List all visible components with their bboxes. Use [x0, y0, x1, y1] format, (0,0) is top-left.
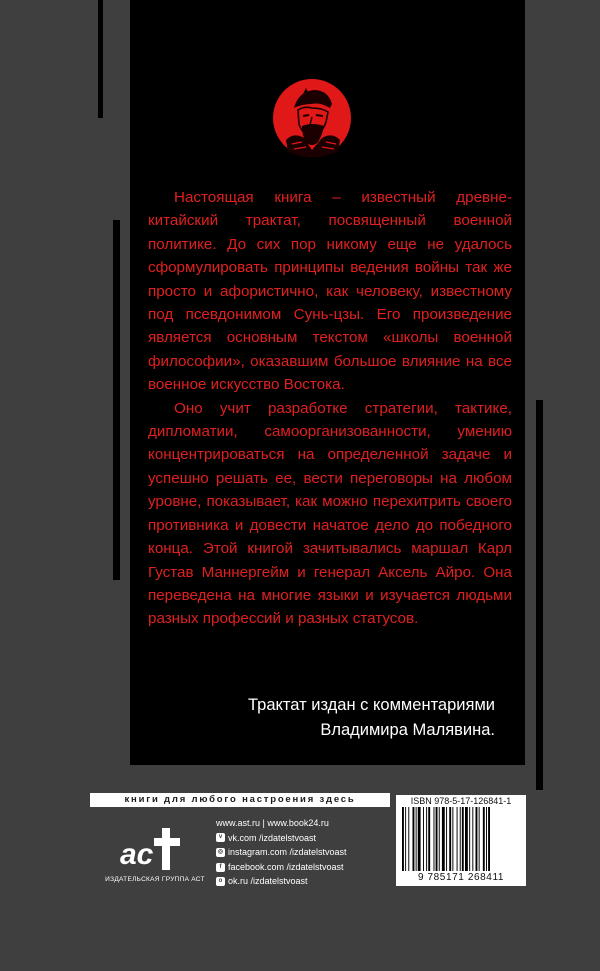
description-text — [148, 186, 512, 631]
commentary-note-line: Владимира Малявина. — [320, 721, 495, 739]
link-text: facebook.com /izdatelstvoast — [228, 861, 344, 872]
publisher-slogan: книги для любого настроения здесь — [90, 793, 390, 807]
link-website[interactable] — [216, 816, 396, 831]
link-text: www.ast.ru | www.book24.ru — [216, 818, 329, 828]
publisher-links — [216, 816, 396, 889]
link-text: ok.ru /izdatelstvoast — [228, 876, 308, 887]
link-ok[interactable] — [216, 874, 396, 889]
publisher-caption: ИЗДАТЕЛЬСКАЯ ГРУППА АСТ — [105, 876, 205, 883]
ast-logo-icon — [118, 820, 184, 872]
link-instagram[interactable] — [216, 845, 396, 860]
decor-bar-right — [536, 400, 543, 790]
instagram-icon: ◎ — [217, 848, 224, 855]
facebook-icon: f — [216, 863, 225, 872]
link-vk[interactable] — [216, 831, 396, 846]
svg-text:ac: ac — [120, 838, 154, 871]
barcode-number: 9 785171 268411 — [417, 872, 505, 883]
decor-bar-left — [113, 220, 120, 580]
commentary-note — [130, 693, 525, 743]
ok-icon: o — [216, 877, 225, 886]
warrior-emblem-icon — [272, 78, 352, 158]
isbn-label: ISBN 978-5-17-126841-1 — [410, 796, 512, 806]
barcode-bars — [402, 807, 520, 871]
barcode-block — [396, 795, 526, 886]
link-facebook[interactable] — [216, 860, 396, 875]
decor-bar-top — [98, 0, 103, 118]
commentary-note-line: Трактат издан с комментариями — [248, 696, 495, 714]
description-paragraph: Оно учит разработке стратегии, тактике, дипломатии, самоорганизованности, умению концентрироваться на определенной задаче и успешно решать ее, вести переговоры на любом уровне, показывает, как можно перехитрить своего противника и довести начатое дело до победного конца. Этой книгой зачитывались маршал Карл Густав Маннергейм и генерал Аксель Айро. Она переведена на многие языки и изучается людьми разных профессий и разных статусов. — [148, 399, 512, 628]
link-text: instagram.com /izdatelstvoast — [228, 847, 347, 858]
link-text: vk.com /izdatelstvoast — [228, 832, 317, 843]
vk-icon: v — [216, 833, 225, 842]
description-paragraph: Настоящая книга – известный древне-китайский трактат, посвященный военной политике. До сих пор никому еще не удалось сформулировать принципы ведения войны так же просто и афористично, как человеку, известному под псевдонимом Сунь-цзы. Его произведение является основным текстом «школы военной философии», оказавшим большое влияние на все военное искусство Востока. — [148, 189, 512, 394]
